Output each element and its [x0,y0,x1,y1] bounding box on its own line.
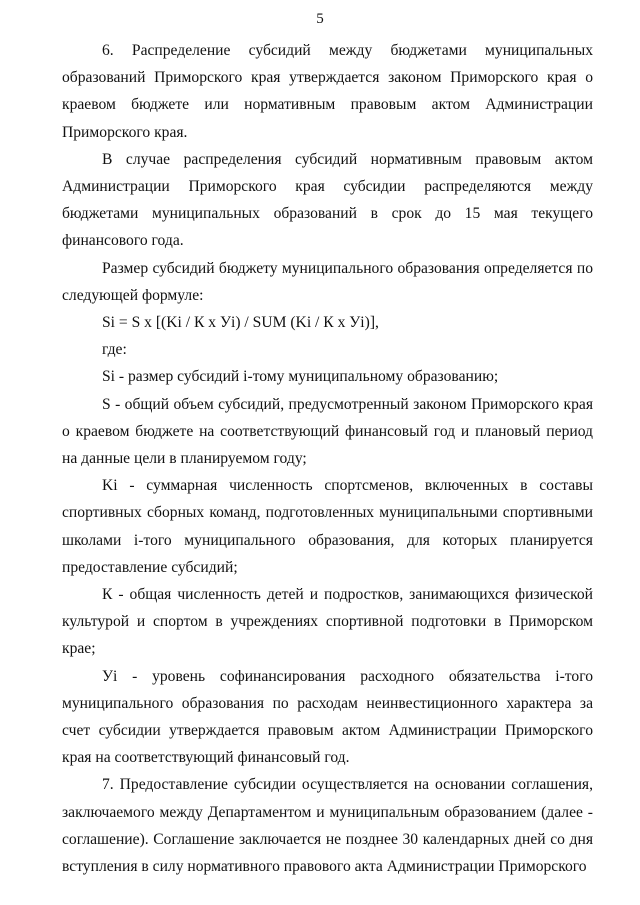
paragraph-formula-intro: Размер субсидий бюджету муниципального образования определяется по следующей формуле: [62,259,593,304]
paragraph-distribution-deadline: В случае распределения субсидий нормативным правовым актом Администрации Приморского края субсидии распределяются между бюджетами муниципальных образований в срок до 15 мая текущего финансового года. [62,150,593,250]
definition-yi: Уi - уровень софинансирования расходного обязательства i-того муниципального образования по расходам неинвестиционного характера за счет субсидии утверждается правовым актом Администрации Приморского края на соответствующий финансовый год. [62,667,593,767]
definition-k: К - общая численность детей и подростков, занимающихся физической культурой и спортом в учреждениях спортивной подготовки в Приморском крае; [62,586,593,658]
formula: Si = S x [(Ki / К x Уi) / SUM (Ki / К x Уi)], [102,314,379,332]
page-number: 5 [316,11,324,27]
formula-where: где: [102,341,127,359]
document-body [62,37,593,880]
definition-ki: Ki - суммарная численность спортсменов, включенных в составы спортивных сборных команд, подготовленных муниципальными спортивными школами i-того муниципального образования, для которых планируется предоставление субсидий; [62,477,593,576]
paragraph-6-distribution: 6. Распределение субсидий между бюджетами муниципальных образований Приморского края утверждается законом Приморского края о краевом бюджете или нормативным правовым актом Администрации Приморского края. [62,42,593,141]
definition-si: Si - размер субсидий i-тому муниципальному образованию; [102,368,499,386]
paragraph-7-agreement: 7. Предоставление субсидии осуществляется на основании соглашения, заключаемого между Департаментом и муниципальным образованием (далее - соглашение). Соглашение заключается не позднее 30 календарных дней со дня вступления в силу нормативного правового акта Администрации Приморского [62,776,593,876]
definition-s: S - общий объем субсидий, предусмотренный законом Приморского края о краевом бюджете на соответствующий финансовый год и плановый период на данные цели в планируемом году; [62,395,593,468]
